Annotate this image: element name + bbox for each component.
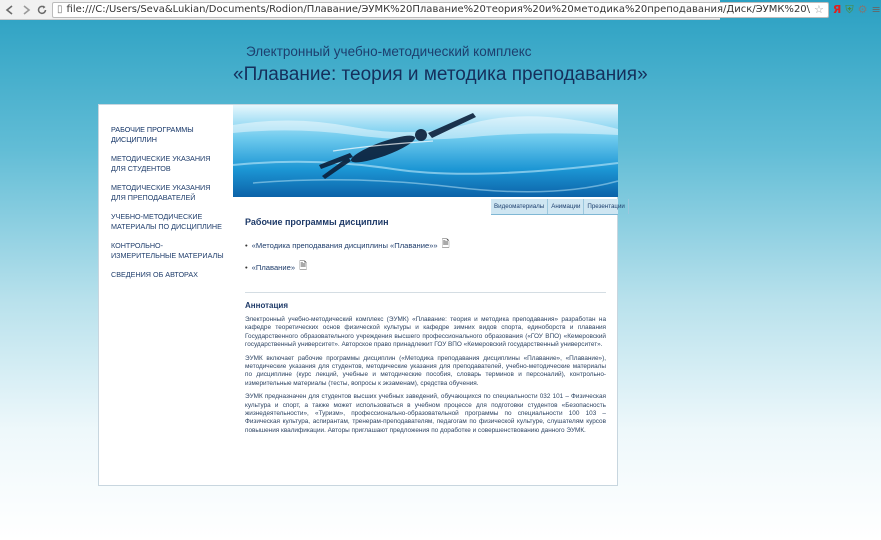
back-icon[interactable] xyxy=(4,3,16,17)
sidebar-item-student-guides[interactable]: МЕТОДИЧЕСКИЕ УКАЗАНИЯ ДЛЯ СТУДЕНТОВ xyxy=(111,154,211,173)
sidebar-item-materials[interactable]: УЧЕБНО-МЕТОДИЧЕСКИЕ МАТЕРИАЛЫ ПО ДИСЦИПЛИНЕ xyxy=(111,212,222,231)
document-icon[interactable]: 🗎 xyxy=(441,239,450,250)
star-icon[interactable]: ☆ xyxy=(814,3,824,16)
sidebar-item-programs[interactable]: РАБОЧИЕ ПРОГРАММЫ ДИСЦИПЛИН xyxy=(111,125,194,144)
shield-icon[interactable]: ⛨ xyxy=(845,2,854,16)
swimmer-banner xyxy=(233,105,618,197)
media-tabs xyxy=(491,199,625,215)
tab-video[interactable]: Видеоматериалы xyxy=(491,199,548,214)
gear-icon[interactable]: ⚙ xyxy=(857,3,868,16)
menu-icon[interactable]: ≡ xyxy=(871,3,881,16)
tab-animations[interactable]: Анимации xyxy=(548,199,584,214)
bullet-icon: • xyxy=(245,241,248,250)
divider xyxy=(245,292,606,293)
tab-presentations[interactable]: Презентации xyxy=(584,199,628,214)
program-link-swimming[interactable]: «Плавание» xyxy=(251,263,296,272)
reload-icon[interactable] xyxy=(36,3,48,17)
sidebar xyxy=(99,105,231,485)
bullet-icon: • xyxy=(245,263,248,272)
url-text: file:///C:/Users/Seva&Lukian/Documents/Rodion/Плавание/ЭУМК%20Плавание%20теория%20и%20методика%20преподавания/Диск/ЭУМК%20\ xyxy=(66,4,811,15)
page-icon: ▯ xyxy=(57,4,63,15)
list-item xyxy=(245,237,606,254)
yandex-icon[interactable]: Я xyxy=(832,3,842,16)
site-subtitle: Электронный учебно-методический комплекс xyxy=(246,44,532,59)
list-item xyxy=(245,259,606,276)
sidebar-item-authors[interactable]: СВЕДЕНИЯ ОБ АВТОРАХ xyxy=(111,270,198,279)
annotation-paragraph: ЭУМК предназначен для студентов высших учебных заведений, обучающихся по специальности 032 101 – Физическая культура и спорт, а также может использоваться в учебном процессе для подготовки студентов «Безопасность жизнедеятельности», «Туризм», профессионально-образовательной программы по специальности 100 103 – Физическая культура, аспирантам, тренерам-преподавателям, педагогам по физической культуре, слушателям курсов повышения квалификации. Авторы приглашают предложения по доработке и совершенствованию данного ЭУМК. xyxy=(245,393,606,434)
site-title: «Плавание: теория и методика преподавания» xyxy=(233,64,648,85)
page-title: Рабочие программы дисциплин xyxy=(245,217,389,227)
browser-toolbar xyxy=(0,0,881,20)
page-frame xyxy=(98,104,625,486)
annotation-paragraph: ЭУМК включает рабочие программы дисциплин («Методика преподавания дисциплины «Плавание», «Плавание»), методические указания для студентов, методические указания для преподавателей, учебно-методические материалы по дисциплине (курс лекций, учебные и методические пособия, словарь терминов и персоналий), контрольно-измерительные материалы (тесты, вопросы к экзаменам), средства обучения. xyxy=(245,354,606,387)
forward-icon[interactable] xyxy=(20,3,32,17)
annotation-title: Аннотация xyxy=(245,301,288,310)
program-link-methodology[interactable]: «Методика преподавания дисциплины «Плавание»» xyxy=(251,241,438,250)
document-icon[interactable]: 🗎 xyxy=(299,261,308,272)
sidebar-item-tests[interactable]: КОНТРОЛЬНО-ИЗМЕРИТЕЛЬНЫЕ МАТЕРИАЛЫ xyxy=(111,241,224,260)
annotation-paragraph: Электронный учебно-методический комплекс (ЭУМК) «Плавание: теория и методика преподавания» разработан на кафедре теоретических основ физической культуры и кафедре зимних видов спорта, единоборств и плавания Государственного образовательного учреждения высшего профессионального образования («ГОУ ВПО) «Кемеровский государственный университет». Авторское право принадлежит ГОУ ВПО «Кемеровский государственный университет». xyxy=(245,316,606,349)
address-bar[interactable] xyxy=(52,2,829,18)
main-content xyxy=(233,215,618,485)
sidebar-item-teacher-guides[interactable]: МЕТОДИЧЕСКИЕ УКАЗАНИЯ ДЛЯ ПРЕПОДАВАТЕЛЕЙ xyxy=(111,183,211,202)
swimmer-image xyxy=(233,105,618,197)
